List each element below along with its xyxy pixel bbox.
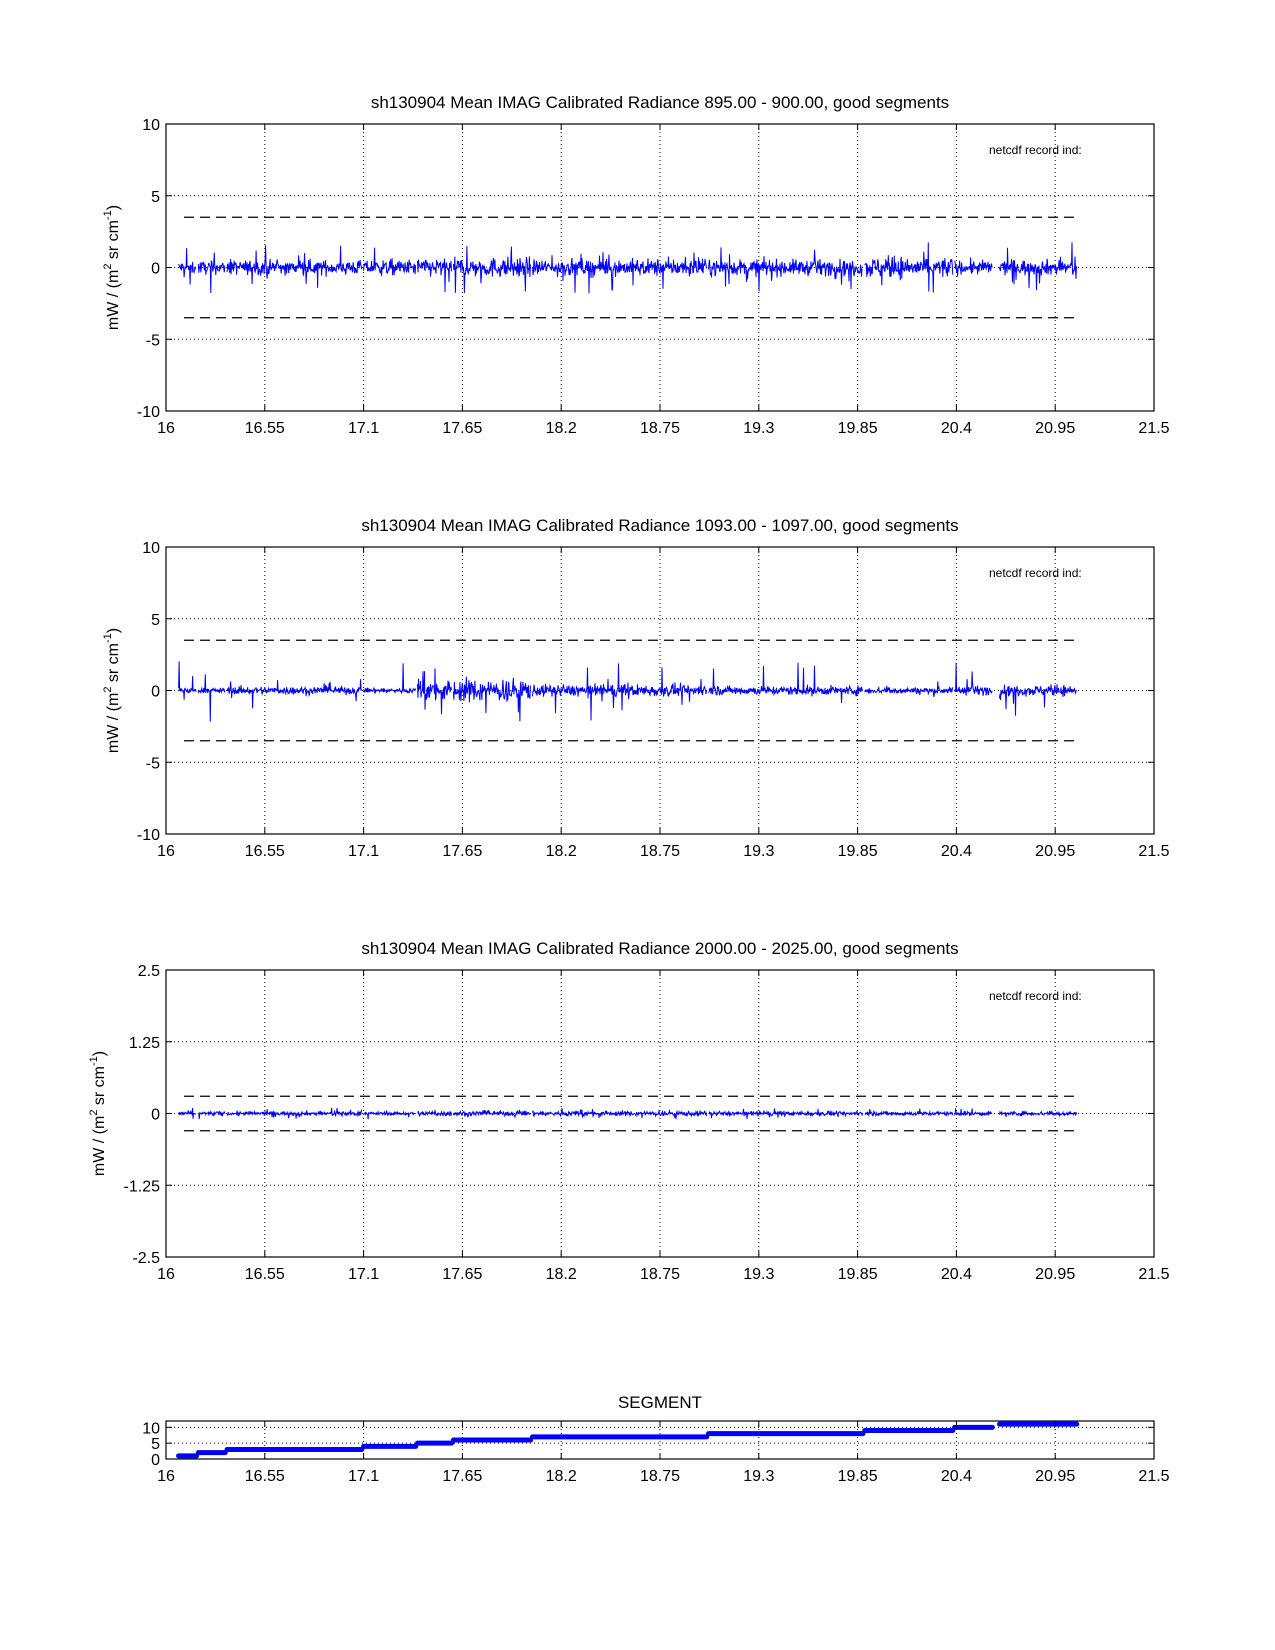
x-tick-label: 19.85 [837, 843, 878, 860]
x-tick-label: 20.4 [940, 420, 972, 437]
x-tick-label: 18.2 [545, 843, 577, 860]
x-tick-label: 16 [157, 420, 175, 437]
chart-title: sh130904 Mean IMAG Calibrated Radiance 2000.00 - 2025.00, good segments [361, 939, 959, 958]
label-part: ) [105, 627, 122, 634]
x-tick-label: 19.85 [837, 1266, 878, 1283]
label-part: mW / (m [105, 269, 122, 331]
y-tick-label: 0 [151, 260, 160, 278]
x-tick-label: 20.95 [1035, 1266, 1076, 1283]
x-tick-label: 16.55 [244, 843, 285, 860]
label-part: ) [91, 1050, 108, 1057]
superscript: 2 [88, 1109, 100, 1116]
y-tick-label: -2.5 [132, 1250, 160, 1267]
y-axis-label [102, 205, 122, 330]
x-tick-label: 21.5 [1138, 843, 1170, 860]
x-tick-label: 19.85 [837, 1468, 878, 1485]
x-tick-label: 16.55 [244, 1266, 285, 1283]
label-part: sr cm [91, 1066, 108, 1110]
y-tick-label: 10 [142, 540, 160, 557]
segment-plot [142, 1393, 1169, 1485]
x-tick-label: 16.55 [244, 1468, 285, 1485]
annotation-netcdf-record: netcdf record ind: [989, 989, 1082, 1003]
label-part: ) [105, 204, 122, 211]
label-part: sr cm [105, 220, 122, 264]
x-tick-label: 19.3 [743, 1266, 775, 1283]
y-axis-label [102, 628, 122, 753]
superscript: 2 [102, 263, 114, 270]
x-tick-label: 17.1 [348, 843, 380, 860]
x-tick-label: 21.5 [1138, 1468, 1170, 1485]
x-tick-label: 16 [157, 1266, 175, 1283]
x-tick-label: 17.65 [442, 420, 483, 437]
x-tick-label: 20.4 [940, 1468, 972, 1485]
superscript: 2 [102, 686, 114, 693]
x-tick-label: 16 [157, 1468, 175, 1485]
y-tick-label: -5 [145, 332, 160, 350]
x-tick-label: 19.3 [743, 843, 775, 860]
label-part: mW / (m [105, 692, 122, 754]
annotation-netcdf-record: netcdf record ind: [989, 566, 1082, 580]
data-trace [179, 661, 1077, 721]
radiance-plot-895-900 [102, 93, 1170, 437]
x-tick-label: 18.75 [639, 420, 681, 437]
x-tick-label: 20.95 [1035, 420, 1076, 437]
y-tick-label: -10 [136, 404, 160, 421]
x-tick-label: 19.3 [743, 1468, 775, 1485]
x-tick-label: 17.1 [348, 1468, 380, 1485]
y-tick-label: 5 [151, 1436, 160, 1454]
label-part: sr cm [105, 643, 122, 687]
x-tick-label: 17.1 [348, 420, 380, 437]
x-tick-label: 17.65 [442, 843, 483, 860]
x-tick-label: 18.75 [639, 1266, 681, 1283]
y-tick-label: 10 [142, 117, 160, 134]
y-tick-label: -1.25 [123, 1178, 160, 1196]
y-axis-label [88, 1051, 108, 1176]
x-tick-label: 17.65 [442, 1468, 483, 1485]
annotation-netcdf-record: netcdf record ind: [989, 143, 1082, 157]
y-tick-label: 2.5 [137, 963, 160, 980]
x-tick-label: 16.55 [244, 420, 285, 437]
superscript: -1 [88, 1056, 100, 1067]
x-tick-label: 19.85 [837, 420, 878, 437]
x-tick-label: 20.4 [940, 1266, 972, 1283]
x-tick-label: 17.1 [348, 1266, 380, 1283]
label-part: mW / (m [91, 1115, 108, 1177]
data-trace [179, 1108, 1077, 1119]
y-tick-label: 0 [151, 1452, 160, 1469]
x-tick-label: 20.4 [940, 843, 972, 860]
x-tick-label: 20.95 [1035, 1468, 1076, 1485]
x-tick-label: 18.2 [545, 420, 577, 437]
superscript: -1 [102, 210, 114, 221]
x-tick-label: 18.2 [545, 1266, 577, 1283]
x-tick-label: 17.65 [442, 1266, 483, 1283]
x-tick-label: 18.75 [639, 843, 681, 860]
y-tick-label: 0 [151, 683, 160, 701]
y-tick-label: 10 [142, 1420, 160, 1438]
radiance-plot-2000-2025 [88, 939, 1170, 1283]
data-trace [179, 242, 1077, 293]
x-tick-label: 18.75 [639, 1468, 681, 1485]
x-tick-label: 19.3 [743, 420, 775, 437]
y-tick-label: 0 [151, 1106, 160, 1124]
y-tick-label: 1.25 [128, 1034, 160, 1052]
y-tick-label: 5 [151, 611, 160, 629]
x-tick-label: 16 [157, 843, 175, 860]
x-tick-label: 20.95 [1035, 843, 1076, 860]
x-tick-label: 21.5 [1138, 420, 1170, 437]
chart-title: sh130904 Mean IMAG Calibrated Radiance 895.00 - 900.00, good segments [370, 93, 950, 112]
chart-title: SEGMENT [617, 1393, 703, 1412]
x-tick-label: 18.2 [545, 1468, 577, 1485]
radiance-plot-1093-1097 [102, 516, 1170, 860]
x-tick-label: 21.5 [1138, 1266, 1170, 1283]
y-tick-label: 5 [151, 188, 160, 206]
superscript: -1 [102, 633, 114, 644]
chart-title: sh130904 Mean IMAG Calibrated Radiance 1093.00 - 1097.00, good segments [361, 516, 959, 535]
y-tick-label: -5 [145, 755, 160, 773]
y-tick-label: -10 [136, 827, 160, 844]
